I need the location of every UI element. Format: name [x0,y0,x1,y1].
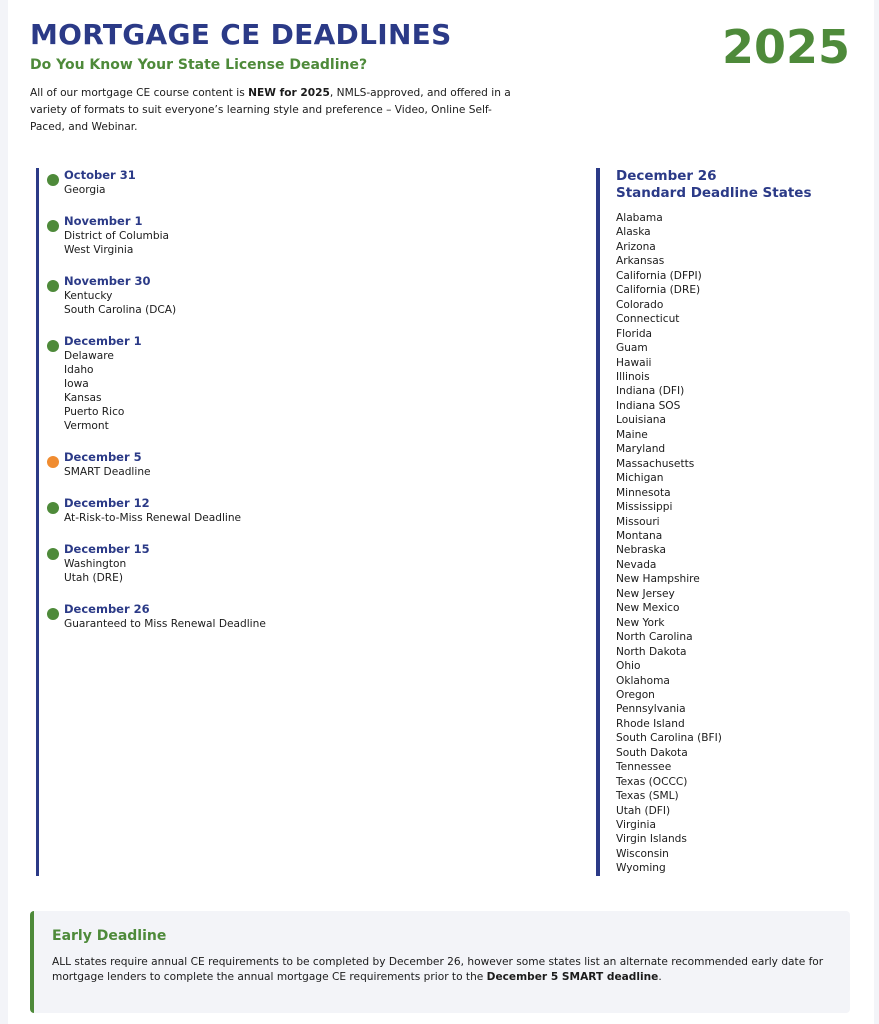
state-list-item: Minnesota [616,486,671,499]
state-list-item: Alaska [616,226,651,239]
timeline-date: November 30 [64,274,151,288]
state-list-item: New Mexico [616,602,680,615]
state-list-item: Tennessee [616,761,672,774]
state-list-item: Virgin Islands [616,833,687,846]
timeline-item: SMART Deadline [64,466,151,478]
timeline-entry [39,274,479,317]
state-list-item: Ohio [616,660,641,673]
state-list-item: Rhode Island [616,717,685,730]
timeline-item: Washington [64,558,127,570]
green-dot-icon [47,502,59,514]
timeline-date: November 1 [64,214,143,228]
timeline-item: Vermont [64,420,109,432]
state-list-item: Indiana (DFI) [616,385,685,398]
orange-dot-icon [47,456,59,468]
green-dot-icon [47,280,59,292]
standard-states-list [616,211,856,876]
standard-date: December 26 [616,168,717,184]
timeline-entry [39,496,479,525]
timeline-entry [39,450,479,479]
state-list-item: Texas (OCCC) [616,775,688,788]
state-list-item: Arizona [616,240,656,253]
state-list-item: New Hampshire [616,573,700,586]
timeline-date: December 15 [64,542,150,556]
state-list-item: Michigan [616,472,664,485]
timeline-entry [39,214,479,257]
timeline-item: West Virginia [64,244,134,256]
early-deadline-callout [30,911,850,1013]
timeline-item: Delaware [64,350,114,362]
state-list-item: Wyoming [616,862,666,875]
state-list-item: Maryland [616,443,666,456]
standard-heading: Standard Deadline States [616,185,812,201]
state-list-item: Florida [616,327,653,340]
state-list-item: Texas (SML) [616,790,679,803]
state-list-item: Indiana SOS [616,399,681,412]
state-list-item: Alabama [616,212,663,224]
deadline-timeline [36,168,479,876]
timeline-item: Kansas [64,392,102,404]
state-list-item: Pennsylvania [616,703,686,716]
timeline-entry [39,168,479,197]
timeline-entry [39,542,479,585]
timeline-date: December 12 [64,496,150,510]
state-list-item: New Jersey [616,587,675,600]
page [8,0,874,1024]
state-list-item: North Dakota [616,645,687,658]
state-list-item: Illinois [616,370,650,383]
timeline-date: December 26 [64,602,150,616]
early-deadline-text [52,955,830,985]
timeline-entry [39,334,479,433]
state-list-item: Nebraska [616,544,666,557]
state-list-item: South Carolina (BFI) [616,732,722,745]
green-dot-icon [47,548,59,560]
green-dot-icon [47,174,59,186]
state-list-item: Connecticut [616,313,680,326]
state-list-item: Montana [616,529,663,542]
state-list-item: South Dakota [616,746,688,759]
intro-text: All of our mortgage CE course content is [30,87,249,99]
page-subtitle: Do You Know Your State License Deadline? [30,57,368,73]
state-list-item: Wisconsin [616,847,669,860]
state-list-item: Missouri [616,515,660,528]
timeline-item: Georgia [64,184,106,196]
state-list-item: New York [616,616,665,629]
timeline-item: Puerto Rico [64,406,125,418]
timeline-item: Utah (DRE) [64,572,123,584]
timeline-entry [39,602,479,631]
timeline-date: December 5 [64,450,142,464]
standard-deadline-panel [596,168,856,876]
timeline-item: Iowa [64,378,89,390]
state-list-item: Colorado [616,298,664,311]
timeline-item: Kentucky [64,290,113,302]
early-bold-text: December 5 SMART deadline [486,971,659,983]
timeline-date: December 1 [64,334,142,348]
state-list-item: Nevada [616,558,657,571]
green-dot-icon [47,220,59,232]
state-list-item: Oklahoma [616,674,670,687]
timeline-date: October 31 [64,168,136,182]
state-list-item: California (DFPI) [616,269,702,282]
timeline-item: At-Risk-to-Miss Renewal Deadline [64,512,242,524]
early-deadline-title: Early Deadline [52,928,167,944]
timeline-item: South Carolina (DCA) [64,304,177,316]
state-list-item: California (DRE) [616,284,701,297]
timeline-item: District of Columbia [64,230,170,242]
year-label: 2025 [721,20,850,74]
state-list-item: Oregon [616,688,655,701]
timeline-item: Idaho [64,364,94,376]
green-dot-icon [47,608,59,620]
state-list-item: Louisiana [616,414,667,427]
state-list-item: Massachusetts [616,457,695,470]
state-list-item: North Carolina [616,631,693,644]
green-dot-icon [47,340,59,352]
intro-bold-text: NEW for 2025 [248,87,330,99]
state-list-item: Hawaii [616,356,652,369]
state-list-item: Mississippi [616,501,673,514]
state-list-item: Virginia [616,819,656,832]
intro-text-end: , NMLS-approved, and offered in a variety of formats to suit everyone’s learning style and preference – Video, Online Self-Paced, and Webinar. [30,87,511,133]
state-list-item: Guam [616,342,648,355]
page-title: MORTGAGE CE DEADLINES [30,18,452,51]
state-list-item: Utah (DFI) [616,804,671,817]
early-text: ALL states require annual CE requirements to be completed by December 26, however some states list an alternate recommended early date for mortgage lenders to complete the annual mortgage CE requirements prior to the [52,956,824,983]
timeline-item: Guaranteed to Miss Renewal Deadline [64,618,266,630]
state-list-item: Arkansas [616,255,665,268]
state-list-item: Maine [616,428,648,441]
early-text-end: . [658,971,662,983]
intro-paragraph [30,85,520,136]
